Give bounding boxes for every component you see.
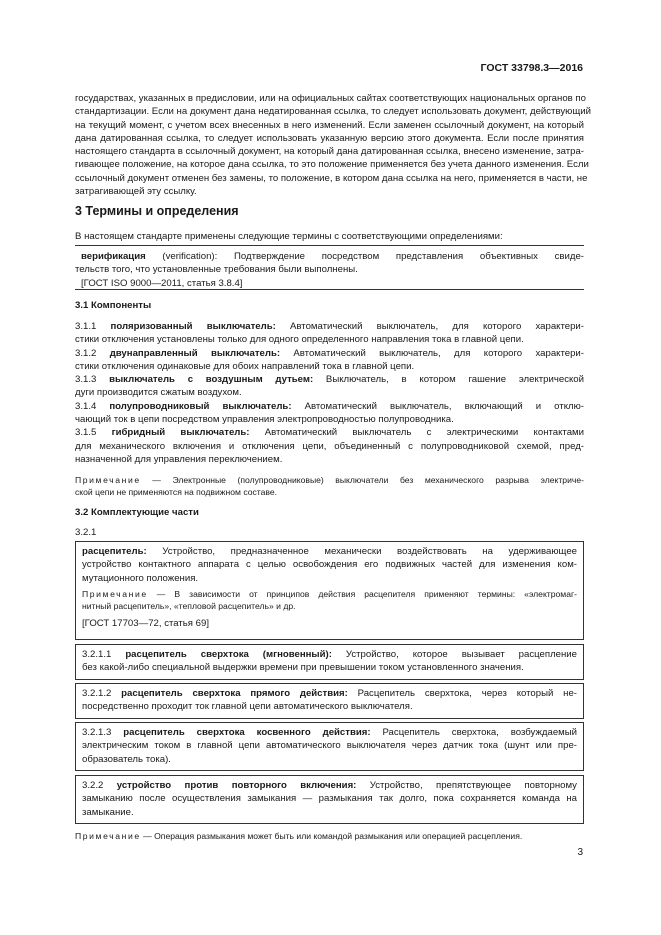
item-text: Устройство, которое вызывает расцепление [331,649,577,660]
section-31-note [75,474,584,498]
subsection-number: 3.2.1 [75,527,97,538]
item-term: расцепитель сверхтока прямого действия: [121,688,348,699]
final-note [75,830,584,842]
release-note-text-2: нитный расцепитель», «тепловой расцепитель» и др. [82,600,296,611]
intro-paragraph [75,92,591,198]
item-number: 3.2.1.3 [82,727,112,738]
section-3-intro [75,230,584,243]
final-note-label: Примечание [75,831,141,841]
item-text: Устройство, препятствующее повторному [356,780,577,791]
item-term: расцепитель сверхтока косвенного действия: [123,727,371,738]
item-text-cont: стики отключения одинаковые для обоих направлений тока в главной цепи. [75,360,415,372]
item-text-cont: замыканию после осуществления замыкания — размыкания так долго, пока сохраняется команда на [82,793,577,805]
item-text-cont: стики отключения установлены только для одного определенного направления тока в главной цепи. [75,334,524,346]
intro-line: государствах, указанных в предисловии, или на официальных сайтах соответствующих национальных органов по [75,93,586,104]
intro-line: дана датированная ссылка, то следует использовать указанную версию этого документа. Если после принятия [75,132,584,144]
item-text: Автоматический выключатель, для которого характери- [275,321,584,332]
release-text-2: устройство контактного аппарата с целью освобождения его подвижных частей для изменения ком- [82,559,577,571]
item-text: Расцепитель сверхтока, через который не- [347,688,577,699]
note-text: — Электронные (полупроводниковые) выключатели без механического разрыва электриче- [140,475,584,485]
item-text-cont: замыкание. [82,806,134,818]
item-text: Выключатель, в котором гашение электрической [313,374,584,386]
release-note-label: Примечание [82,588,148,599]
item-number: 3.2.1.2 [82,688,112,699]
intro-line: на текущий момент, с учетом всех внесенных в него изменений. Если заменен ссылочный документ, на который [75,119,584,131]
verification-divider [75,289,584,290]
final-note-text: — Операция размыкания может быть или командой размыкания или операцией расцепления. [140,831,523,841]
item-number: 3.1.2 [75,347,97,359]
release-note-text: — В зависимости от принципов действия расцепителя применяют термины: «электромаг- [147,588,577,599]
item-text-cont: дуги производится сжатым воздухом. [75,387,242,399]
item-text-cont: назначенной для управления переключением. [75,453,283,465]
item-term: расцепитель сверхтока (мгновенный): [125,649,332,660]
item-text: Автоматический выключатель с электрическими контактами [249,427,584,439]
item-text: Расцепитель сверхтока, возбуждаемый [370,727,577,738]
item-text-cont: электрическим током в главной цепи автоматического выключателя через датчик тока (шунт или пре- [82,740,577,752]
item-text: Автоматический выключатель, для которого характери- [280,347,584,359]
indirect-overcurrent-release-box [75,722,584,771]
item-number: 3.1.3 [75,374,97,386]
section-32-title: 3.2 Комплектующие части [75,507,199,518]
verification-text: (verification): Подтверждение посредством представления объективных свиде- [145,251,584,262]
page-number: 3 [577,847,583,858]
section-31-items [75,320,584,466]
section-3-title: 3 Термины и определения [75,204,239,218]
intro-line: настоящего стандарта в ссылочный документ, на который дана датированная ссылка, внесено изменение, затра- [75,146,584,158]
intro-line: гивающее положение, на которое дана ссылка, то это положение применяется без учета данного изменения. Если [75,159,589,171]
section-321-number [75,526,584,539]
verification-definition [75,245,584,291]
item-text: Автоматический выключатель, включающий и отклю- [291,400,584,412]
section-31-title: 3.1 Компоненты [75,300,152,311]
verification-reference: [ГОСТ ISO 9000—2011, статья 3.8.4] [81,277,243,289]
note-label: Примечание [75,475,141,485]
release-reference: [ГОСТ 17703—72, статья 69] [82,617,209,629]
item-number: 3.1.4 [75,400,97,412]
anti-reclose-device-box [75,775,584,824]
doc-header-id: ГОСТ 33798.3—2016 [480,62,583,74]
direct-overcurrent-release-box [75,683,584,719]
item-number: 3.1.1 [75,321,97,332]
item-term: полупроводниковый выключатель: [109,400,292,412]
instant-overcurrent-release-box [75,644,584,680]
item-text-cont: без какой-либо специальной выдержки времени при превышении током установленного значения. [82,662,524,674]
item-term: устройство против повторного включения: [116,780,357,791]
intro-line: затрагивающей эту ссылку. [75,186,197,198]
item-term: выключатель с воздушным дутьем: [109,374,314,386]
note-text-cont: ской цепи не применяются на подвижном составе. [75,487,278,497]
item-number: 3.1.5 [75,427,97,439]
verification-term: верификация [81,251,146,262]
item-term: поляризованный выключатель: [110,321,276,332]
release-text: Устройство, предназначенное механически воздействовать на удерживающее [146,546,577,557]
intro-line: ссылочный документ отменен без замены, то положение, в котором дана ссылка на него, применяется в части, не [75,172,588,184]
release-definition-box [75,541,584,640]
item-number: 3.2.2 [82,780,104,791]
item-text-cont: для механического включения и отключения цепи, объединенный с полупроводниковой схемой, пред- [75,440,584,452]
item-term: гибридный выключатель: [111,427,250,439]
intro-line: стандартизации. Если на документ дана недатированная ссылка, то следует использовать документ, действующий [75,106,591,118]
item-term: двунаправленный выключатель: [109,347,281,359]
item-text-cont: посредственно проходит ток главной цепи автоматического выключателя. [82,701,413,713]
item-number: 3.2.1.1 [82,649,112,660]
item-text-cont: чающий ток в цепи посредством управления электропроводностью полупроводника. [75,414,454,426]
verification-text-2: тельств того, что установленные требования были выполнены. [75,264,358,276]
release-term: расцепитель: [82,546,147,557]
section-3-intro-text: В настоящем стандарте применены следующие термины с соответствующими определениями: [75,231,503,242]
item-text-cont: образователь тока). [82,753,171,765]
release-text-3: мутационного положения. [82,572,199,584]
